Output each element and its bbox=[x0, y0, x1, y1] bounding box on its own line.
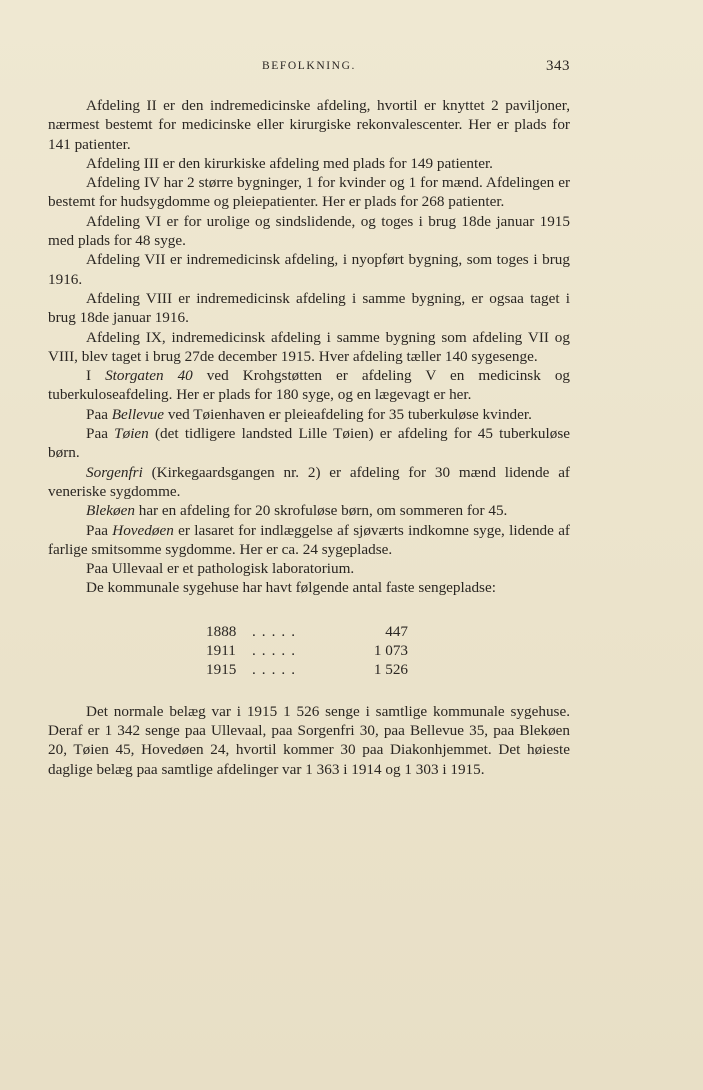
paragraph-storgaten bbox=[48, 366, 570, 405]
place-lead: Paa bbox=[86, 425, 115, 443]
paragraph-hovedoen bbox=[48, 521, 570, 560]
beds-cell: 1 526 bbox=[373, 661, 408, 679]
paragraph-closing: Det normale belæg var i 1915 1 526 senge i samtlige kommunale sygehuse. Deraf er 1 342 senge paa Ullevaal, paa Sorgenfri 30, paa Bellevue 35, paa Blekøen 20, Tøien 45, Hovedøen 24, hvortil kommer 30 paa Diakonhjemmet. Det høieste daglige belæg paa samtlige afdelinger var 1 363 i 1914 og 1 303 i 1915. bbox=[48, 702, 570, 778]
place-lead: Paa bbox=[86, 405, 112, 423]
paragraph-ullevaal-lab: Paa Ullevaal er et pathologisk laboratorium. bbox=[86, 560, 355, 578]
body-text bbox=[48, 96, 570, 779]
paragraph-afdeling-8: Afdeling VIII er indremedicinsk afdeling i samme bygning, er ogsaa taget i brug 18de januar 1916. bbox=[48, 289, 570, 327]
paragraph-afdeling-7: Afdeling VII er indremedicinsk afdeling, i nyopført bygning, som toges i brug 1916. bbox=[48, 251, 570, 288]
year-cell: 1915 bbox=[206, 661, 237, 679]
paragraph-afdeling-3: Afdeling III er den kirurkiske afdeling med plads for 149 patienter. bbox=[86, 154, 493, 172]
place-name-sorgenfri: Sorgenfri bbox=[86, 463, 143, 481]
place-name-toien: Tøien bbox=[114, 425, 149, 443]
paragraph-sorgenfri bbox=[48, 463, 570, 502]
year-cell: 1888 bbox=[206, 622, 237, 640]
dot-leader: ..... bbox=[252, 661, 301, 679]
paragraph-afdeling-9: Afdeling IX, indremedicinsk afdeling i samme bygning som afdeling VII og VIII, blev taget i brug 27de december 1915. Hver afdeling tæller 140 sygesenge. bbox=[48, 328, 570, 365]
paragraph-afdeling-4: Afdeling IV har 2 større bygninger, 1 for kvinder og 1 for mænd. Afdelingen er bestemt for hudsygdomme og pleiepatienter. Her er plads for 268 patienter. bbox=[48, 174, 570, 211]
place-text: er lasaret for indlæggelse af sjøværts indkomne syge, lidende af farlige smitsomme sygdomme. Her er ca. 24 sygepladse. bbox=[48, 521, 570, 558]
place-name-blekoen: Blekøen bbox=[86, 502, 135, 520]
table-row bbox=[206, 622, 408, 641]
paragraph-afdeling-6: Afdeling VI er for urolige og sindslidende, og toges i brug 18de januar 1915 med plads for 48 syge. bbox=[48, 212, 570, 250]
place-name-storgaten: Storgaten 40 bbox=[105, 367, 193, 385]
running-title: BEFOLKNING. bbox=[262, 60, 356, 72]
place-text: har en afdeling for 20 skrofuløse børn, om sommeren for 45. bbox=[134, 502, 508, 520]
place-text: ved Krohgstøtten er afdeling V en medicinsk og tuberkuloseafdeling. Her er plads for 180 syge, og en lægevagt er her. bbox=[48, 367, 571, 404]
bed-count-table bbox=[206, 622, 408, 680]
place-text: (det tidligere landsted Lille Tøien) er afdeling for 45 tuberkuløse børn. bbox=[48, 425, 570, 462]
page-number: 343 bbox=[546, 58, 570, 74]
beds-cell: 1 073 bbox=[373, 642, 408, 660]
paragraph-bed-intro: De kommunale sygehuse har havt følgende antal faste sengepladse: bbox=[86, 579, 496, 597]
place-text: (Kirkegaardsgangen nr. 2) er afdeling for 30 mænd lidende af veneriske sygdomme. bbox=[48, 463, 570, 500]
paragraph-blekoen bbox=[48, 501, 570, 520]
paragraph-afdeling-2: Afdeling II er den indremedicinske afdeling, hvortil er knyttet 2 paviljoner, nærmest bestemt for medicinske eller kirurgiske rekonvalescenter. Her er plads for 141 patienter. bbox=[48, 97, 570, 153]
table-row bbox=[206, 641, 408, 660]
place-lead: I bbox=[86, 367, 106, 385]
paragraph-bellevue bbox=[48, 405, 570, 424]
year-cell: 1911 bbox=[206, 642, 236, 660]
dot-leader: ..... bbox=[252, 622, 301, 640]
beds-cell: 447 bbox=[385, 622, 408, 640]
dot-leader: ..... bbox=[252, 642, 301, 660]
table-row bbox=[206, 660, 408, 679]
place-name-hovedoen: Hovedøen bbox=[112, 521, 174, 539]
running-head bbox=[48, 60, 570, 82]
place-text: ved Tøienhaven er pleieafdeling for 35 tuberkuløse kvinder. bbox=[164, 405, 532, 423]
place-lead: Paa bbox=[86, 521, 113, 539]
paragraph-toien bbox=[48, 424, 570, 463]
place-name-bellevue: Bellevue bbox=[111, 405, 165, 423]
